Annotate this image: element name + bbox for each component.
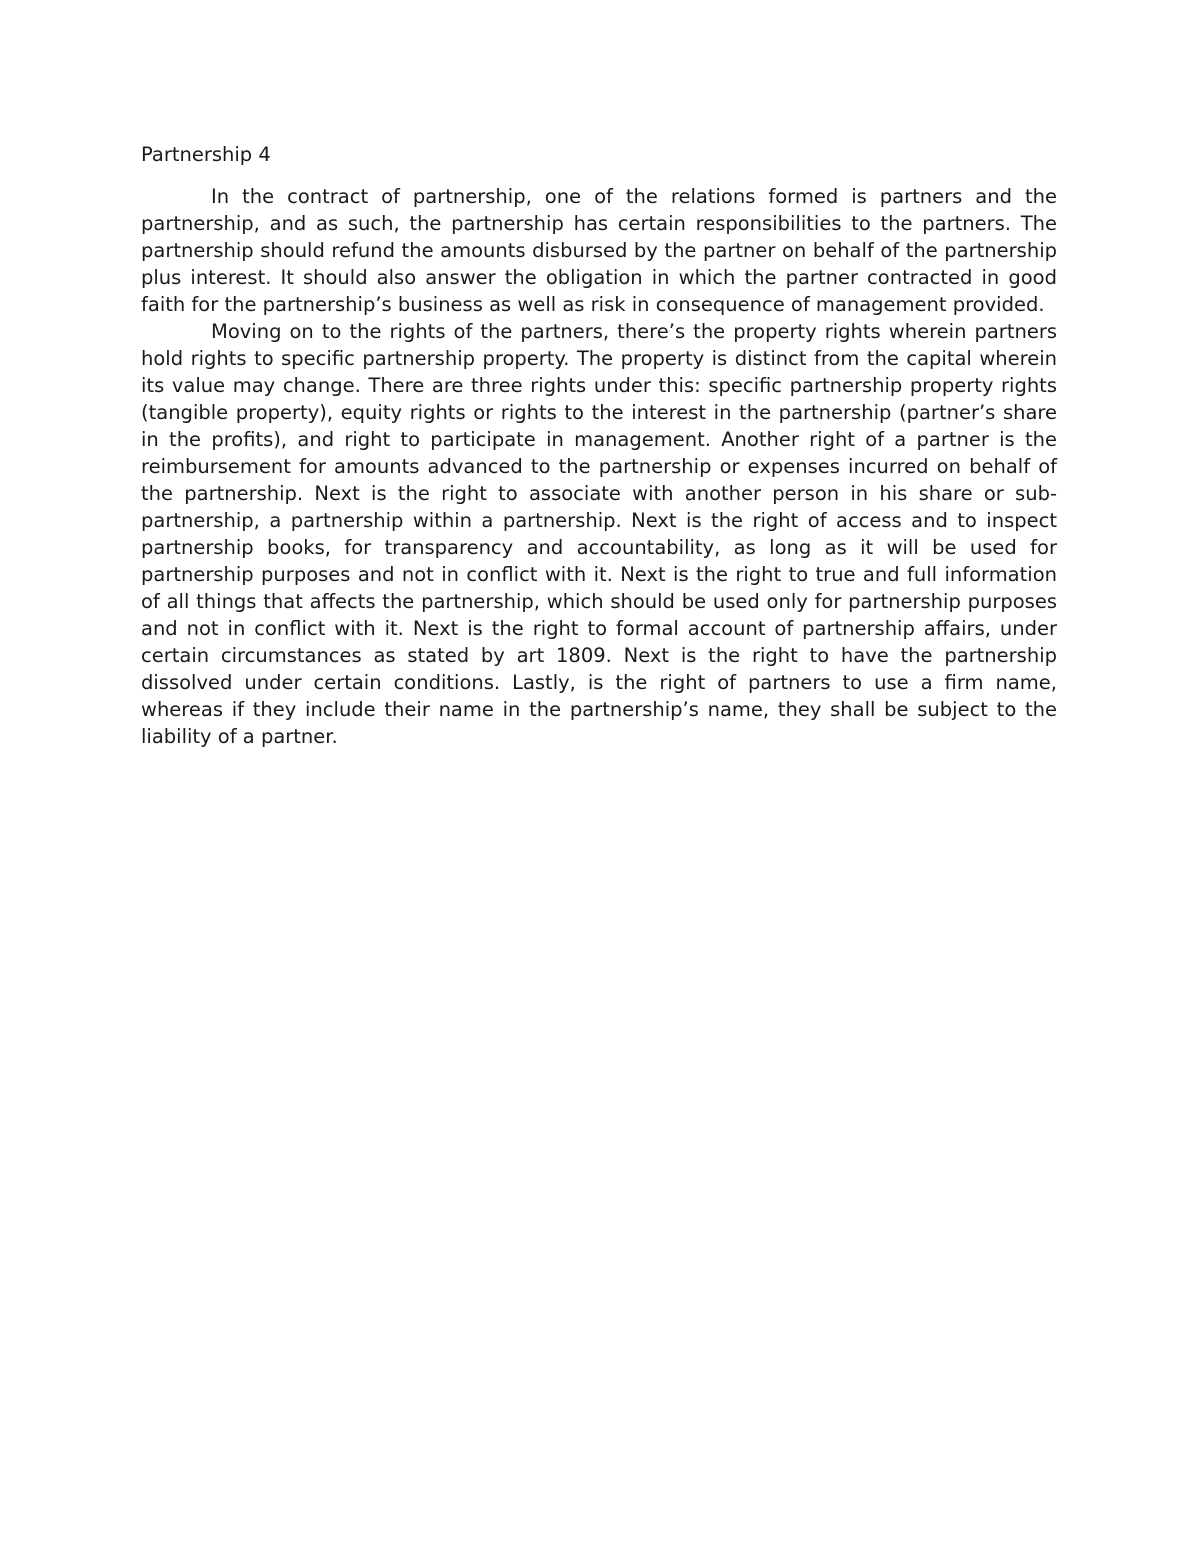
document-body [141, 141, 1057, 750]
document-title: Partnership 4 [141, 143, 271, 166]
paragraph-partner-rights: Moving on to the rights of the partners, there’s the property rights wherein partners hold rights to specific partnership property. The property is distinct from the capital wherein its value may change. There are three rights under this: specific partnership property rights (tangible property), equity rights or rights to the interest in the partnership (partner’s share in the profits), and right to participate in management. Another right of a partner is the reimbursement for amounts advanced to the partnership or expenses incurred on behalf of the partnership. Next is the right to associate with another person in his share or sub-partnership, a partnership within a partnership. Next is the right of access and to inspect partnership books, for transparency and accountability, as long as it will be used for partnership purposes and not in conflict with it. Next is the right to true and full information of all things that affects the partnership, which should be used only for partnership purposes and not in conflict with it. Next is the right to formal account of partnership affairs, under certain circumstances as stated by art 1809. Next is the right to have the partnership dissolved under certain conditions. Lastly, is the right of partners to use a firm name, whereas if they include their name in the partnership’s name, they shall be subject to the liability of a partner. [141, 320, 1057, 748]
paragraph-responsibilities: In the contract of partnership, one of the relations formed is partners and the partnership, and as such, the partnership has certain responsibilities to the partners. The partnership should refund the amounts disbursed by the partner on behalf of the partnership plus interest. It should also answer the obligation in which the partner contracted in good faith for the partnership’s business as well as risk in consequence of management provided. [141, 185, 1057, 316]
